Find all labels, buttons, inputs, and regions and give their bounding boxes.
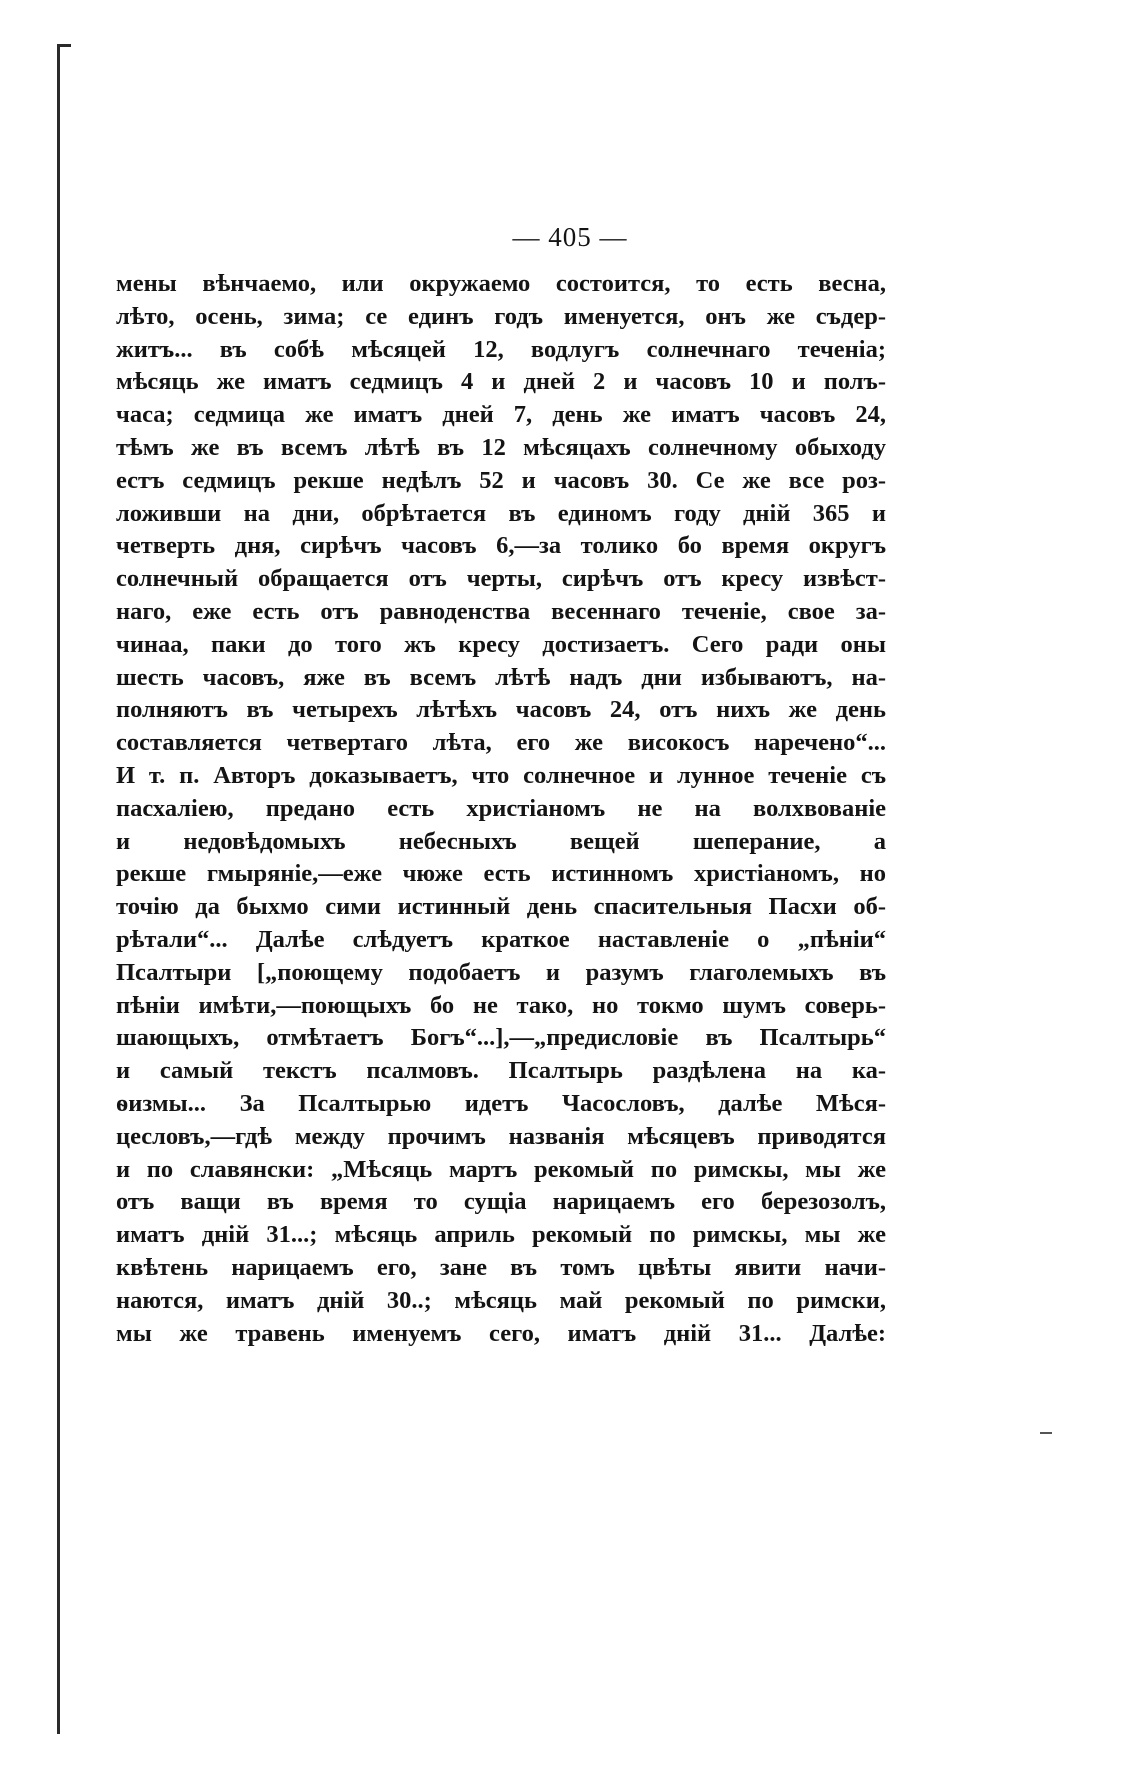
text-line: Псалтыри [„поющему подобаетъ и разумъ глаголемыхъ въ (116, 958, 886, 986)
text-line: ѳизмы... За Псалтырью идетъ Часословъ, далѣе Мѣся- (116, 1089, 886, 1117)
text-line: солнечный обращается отъ черты, сирѣчъ отъ кресу извѣст- (116, 565, 886, 593)
text-line: составляется четвертаго лѣта, его же високосъ наречено“... (116, 729, 886, 757)
text-line: и недовѣдомыхъ небесныхъ вещей шеперание, а (116, 827, 886, 855)
text-line: квѣтень нарицаемъ его, зане въ томъ цвѣты явити начи- (116, 1253, 886, 1281)
text-line: точію да быхмо сими истинный день спасительныя Пасхи об- (116, 893, 886, 921)
text-line: пасхаліею, предано есть христіаномъ не на волхвованіе (116, 794, 886, 822)
text-line: и по славянски: „Мѣсяць мартъ рекомый по римскы, мы же (116, 1155, 886, 1183)
text-line: пѣніи имѣти,—поющыхъ бо не тако, но токмо шумъ соверь- (116, 991, 886, 1019)
text-line: мѣсяць же иматъ седмицъ 4 и дней 2 и часовъ 10 и полъ- (116, 368, 886, 396)
text-line: рѣтали“... Далѣе слѣдуетъ краткое наставленіе о „пѣніи“ (116, 925, 886, 953)
text-line: и самый текстъ псалмовъ. Псалтырь раздѣлена на ка- (116, 1057, 886, 1085)
text-line: лѣто, осень, зима; се единъ годъ именуется, онъ же съдер- (116, 302, 886, 330)
text-line: шающыхъ, отмѣтаетъ Богъ“...],—„предисловіе въ Псалтырь“ (116, 1024, 886, 1052)
text-line: полняютъ въ четырехъ лѣтѣхъ часовъ 24, отъ нихъ же день (116, 696, 886, 724)
body-text (116, 268, 886, 1350)
text-line: четверть дня, сирѣчъ часовъ 6,—за толико бо время округъ (116, 532, 886, 560)
margin-mark (1040, 1432, 1052, 1434)
text-line: цесловъ,—гдѣ между прочимъ названія мѣсяцевъ приводятся (116, 1122, 886, 1150)
text-line: мы же травень именуемъ сего, иматъ дній 31... Далѣе: (116, 1319, 886, 1347)
text-line: иматъ дній 31...; мѣсяць априль рекомый по римскы, мы же (116, 1221, 886, 1249)
page-number: — 405 — (512, 222, 628, 252)
text-line: наго, еже есть отъ равноденства весеннаго теченіе, свое за- (116, 597, 886, 625)
text-line: тѣмъ же въ всемъ лѣтѣ въ 12 мѣсяцахъ солнечному обыходу (116, 433, 886, 461)
text-line: мены вѣнчаемо, или окружаемо состоится, то есть весна, (116, 270, 886, 297)
text-line: наются, иматъ дній 30..; мѣсяць май рекомый по римски, (116, 1286, 886, 1314)
text-line: чинаа, паки до того жъ кресу достизаетъ. Сего ради оны (116, 630, 886, 658)
text-line: естъ седмицъ рекше недѣлъ 52 и часовъ 30. Се же все роз- (116, 466, 886, 494)
scan-edge-top (57, 44, 71, 47)
text-line: шесть часовъ, яже въ всемъ лѣтѣ надъ дни избываютъ, на- (116, 663, 886, 691)
text-line: рекше гмыряніе,—еже чюже есть истинномъ христіаномъ, но (116, 860, 886, 888)
text-line: житъ... въ собѣ мѣсяцей 12, водлугъ солнечнаго теченіа; (116, 335, 886, 363)
text-line: ложивши на дни, обрѣтается въ единомъ году дній 365 и (116, 499, 886, 527)
scan-edge-left (57, 44, 60, 1734)
text-line: И т. п. Авторъ доказываетъ, что солнечное и лунное теченіе съ (116, 761, 886, 789)
text-line: часа; седмица же иматъ дней 7, день же иматъ часовъ 24, (116, 401, 886, 429)
text-line: отъ ващи въ время то сущіа нарицаемъ его березозолъ, (116, 1188, 886, 1216)
